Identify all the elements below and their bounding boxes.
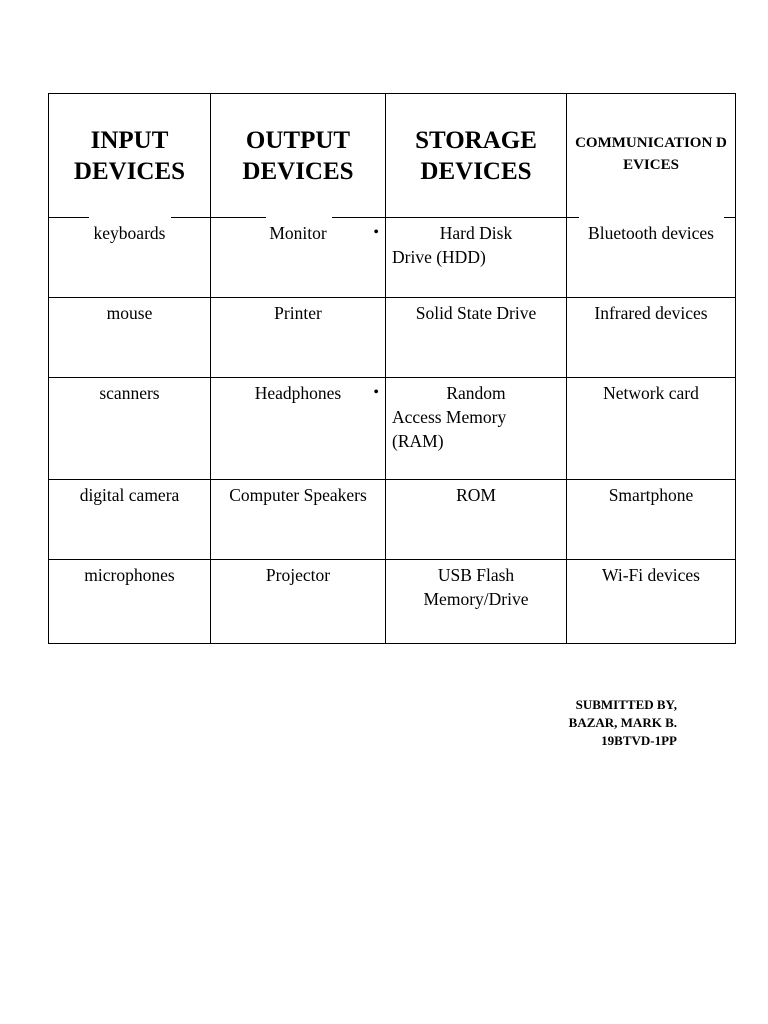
cell-storage-text: ROM [456,485,496,505]
cell-storage-line2: Memory/Drive [423,589,529,609]
cell-communication [567,480,736,560]
header-input-devices [49,94,211,218]
cell-input-text: scanners [99,383,160,403]
cell-storage-text [386,378,566,453]
cell-storage-line1: Hard Disk [439,223,513,243]
cell-output [211,298,386,378]
cell-input [49,298,211,378]
header-communication-text: COMMUNICATION DEVICES [575,134,727,173]
cell-output [211,378,386,480]
header-communication-devices [567,94,736,218]
submitted-by-block [520,696,677,750]
section-code: 19BTVD-1PP [601,733,677,748]
table-row [49,218,736,298]
cell-input-text: mouse [106,303,153,323]
cell-communication-text: Wi-Fi devices [602,565,700,585]
cell-communication-text: Infrared devices [594,303,708,323]
header-input-line2: DEVICES [73,157,186,185]
header-storage-line1: STORAGE [415,126,537,154]
cell-communication [567,378,736,480]
table-row [49,298,736,378]
header-output-line1: OUTPUT [245,126,351,154]
header-storage-line2: DEVICES [420,157,532,185]
cell-input [49,378,211,480]
cell-output-text: Computer Speakers [229,485,367,505]
cell-storage-line3: (RAM) [392,431,444,451]
cell-output [211,218,386,298]
cell-storage [386,218,567,298]
devices-table [48,93,736,644]
header-output-line2: DEVICES [242,157,354,185]
cell-communication-text: Bluetooth devices [588,223,714,243]
cell-communication-text: Smartphone [608,485,694,505]
cell-communication [567,218,736,298]
cell-communication [567,298,736,378]
cell-output-text: Projector [265,565,331,585]
submitted-by-label: SUBMITTED BY, [575,697,677,712]
bullet-icon: • [373,224,379,241]
cell-storage [386,298,567,378]
header-row [49,94,736,218]
author-name: BAZAR, MARK B. [568,715,677,730]
cell-communication-text: Network card [603,383,699,403]
cell-input-text: keyboards [93,223,166,243]
bullet-icon: • [373,384,379,401]
cell-output [211,560,386,644]
cell-output [211,480,386,560]
cell-storage [386,378,567,480]
cell-input-text: microphones [84,565,175,585]
cell-input-text: digital camera [79,485,180,505]
header-input-line1: INPUT [90,126,169,154]
cell-storage-text [386,218,566,269]
table-row [49,480,736,560]
cell-output-text: Monitor [269,223,327,243]
header-storage-devices [386,94,567,218]
cell-input [49,218,211,298]
cell-output-text: Headphones [254,383,342,403]
table-row [49,378,736,480]
cell-storage [386,480,567,560]
cell-storage-line1: Random [446,383,506,403]
table-row [49,560,736,644]
cell-communication [567,560,736,644]
cell-output-text: Printer [274,303,322,323]
cell-storage-text: Solid State Drive [415,303,537,323]
cell-input [49,480,211,560]
cell-storage [386,560,567,644]
cell-storage-line2: Access Memory [392,407,507,427]
cell-storage-line1: USB Flash [437,565,515,585]
cell-storage-line2: Drive (HDD) [392,247,486,267]
header-output-devices [211,94,386,218]
cell-storage-text [386,560,566,611]
cell-input [49,560,211,644]
